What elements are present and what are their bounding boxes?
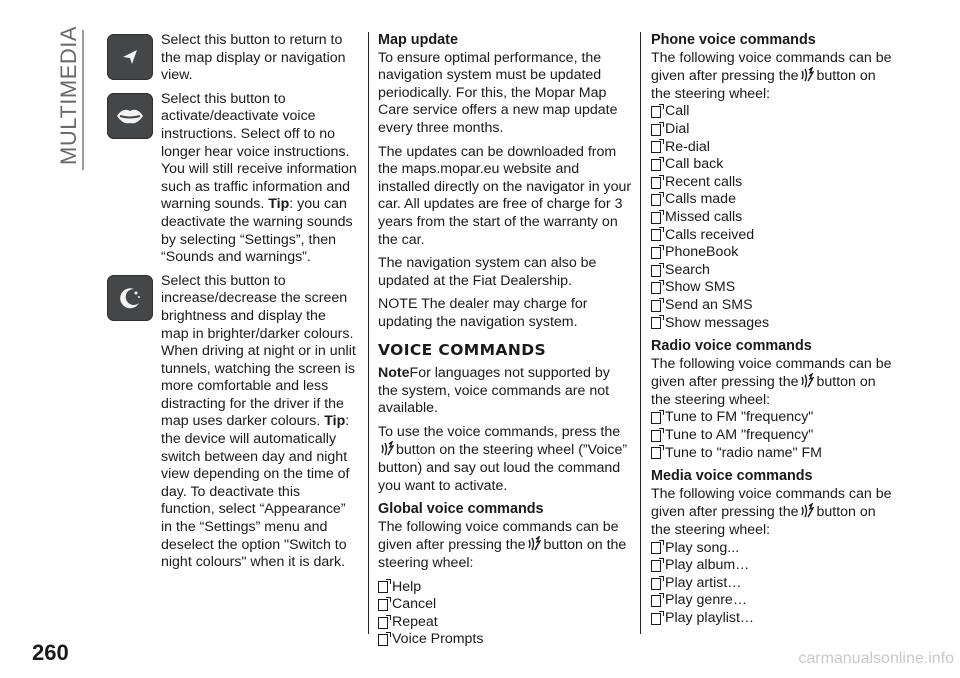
section-tab-label: MULTIMEDIA xyxy=(56,25,81,165)
voice-instructions-description xyxy=(107,91,357,273)
global-commands-heading: Global voice commands xyxy=(378,501,544,518)
list-item: Recent calls xyxy=(651,174,896,192)
voice-instructions-text: Select this button to activate/deactivate voice instructions. Select off to no longer hear voice instructions. You will still receive information such as traffic information and warning sounds. Tip: you can deactivate the warning sounds by selecting “Settings”, then “Sounds and warnings”. xyxy=(161,90,357,266)
list-item: Calls made xyxy=(651,191,896,209)
tip-label: Tip xyxy=(324,413,346,430)
map-update-paragraph: To ensure optimal performance, the navigation system must be updated periodically. For this, the Mopar Map Care service offers a new map update every three months. xyxy=(378,49,618,136)
radio-commands-intro: The following voice commands can be given after pressing the button on the steering wheel: xyxy=(651,355,892,408)
column-2 xyxy=(378,32,633,655)
column-divider xyxy=(640,32,641,634)
list-item: Send an SMS xyxy=(651,297,896,315)
watermark: carmanualsonline.info xyxy=(798,650,954,667)
media-commands-heading: Media voice commands xyxy=(651,468,813,485)
lips-icon xyxy=(107,93,153,139)
global-commands-intro: The following voice commands can be given after pressing the button on the steering wheel: xyxy=(378,518,627,572)
map-update-heading: Map update xyxy=(378,32,458,48)
column-3 xyxy=(651,32,896,634)
list-item: Play artist… xyxy=(651,575,896,593)
voice-note: NoteFor languages not supported by the system, voice commands are not available. xyxy=(378,365,610,417)
radio-commands-list xyxy=(651,409,896,462)
phone-commands-heading: Phone voice commands xyxy=(651,32,816,48)
column-divider xyxy=(368,32,369,634)
media-commands-list xyxy=(651,540,896,628)
list-item: Calls received xyxy=(651,227,896,245)
list-item: Re-dial xyxy=(651,139,896,157)
voice-button-icon xyxy=(380,441,394,457)
phone-commands-list xyxy=(651,103,896,332)
column-1 xyxy=(107,32,357,578)
list-item: Play album… xyxy=(651,557,896,575)
arrow-button-description xyxy=(107,32,357,91)
voice-commands-heading: VOICE COMMANDS xyxy=(378,340,547,359)
radio-commands-heading: Radio voice commands xyxy=(651,338,812,355)
moon-icon xyxy=(107,275,153,321)
voice-button-icon xyxy=(800,67,814,83)
list-item: Search xyxy=(651,262,896,280)
list-item: Tune to "radio name" FM xyxy=(651,445,896,463)
phone-commands-intro: The following voice commands can be given after pressing the button on the steering wheel: xyxy=(651,49,892,102)
voice-button-icon xyxy=(800,503,814,519)
map-update-paragraph: The updates can be downloaded from the maps.mopar.eu website and installed directly on the navigator in your car. All updates are free of charge for 3 years from the start of the warranty on the car. xyxy=(378,143,632,248)
voice-button-icon xyxy=(800,373,814,389)
list-item: Tune to FM "frequency" xyxy=(651,409,896,427)
map-update-paragraph: The navigation system can also be updated at the Fiat Dealership. xyxy=(378,255,597,289)
list-item: Voice Prompts xyxy=(378,631,633,649)
list-item: Call back xyxy=(651,156,896,174)
list-item: Show messages xyxy=(651,315,896,333)
list-item: Call xyxy=(651,103,896,121)
voice-button-icon xyxy=(527,536,541,552)
list-item: Play playlist… xyxy=(651,610,896,628)
arrow-button-text: Select this button to return to the map display or navigation view. xyxy=(161,32,346,84)
list-item: Help xyxy=(378,579,633,597)
map-update-note: NOTE The dealer may charge for updating the navigation system. xyxy=(378,296,588,330)
list-item: Cancel xyxy=(378,596,633,614)
brightness-description xyxy=(107,273,357,578)
note-label: Note xyxy=(378,365,410,382)
list-item: Repeat xyxy=(378,614,633,632)
brightness-text: Select this button to increase/decrease the screen brightness and display the map in brighter/darker colours. When driving at night or in unlit tunnels, watching the screen is more comfortable and less distracting for the driver if the map uses darker colours. Tip: the device will automatically switch between day and night view depending on the time of day. To deactivate this function, select “Appearance” in the “Settings” menu and deselect the option "Switch to night colours" when it is dark. xyxy=(161,272,356,571)
list-item: PhoneBook xyxy=(651,244,896,262)
global-commands-list xyxy=(378,579,633,649)
arrow-icon xyxy=(107,34,153,80)
list-item: Dial xyxy=(651,121,896,139)
media-commands-intro: The following voice commands can be given after pressing the button on the steering wheel: xyxy=(651,485,892,539)
list-item: Show SMS xyxy=(651,279,896,297)
list-item: Tune to AM "frequency" xyxy=(651,427,896,445)
section-tab-line xyxy=(82,30,84,170)
voice-usage: To use the voice commands, press thebutton on the steering wheel (”Voice” button) and say out loud the command you want to activate. xyxy=(378,423,628,494)
tip-label: Tip xyxy=(268,196,290,213)
list-item: Play song... xyxy=(651,540,896,558)
page-number: 260 xyxy=(32,640,69,665)
list-item: Missed calls xyxy=(651,209,896,227)
list-item: Play genre… xyxy=(651,592,896,610)
